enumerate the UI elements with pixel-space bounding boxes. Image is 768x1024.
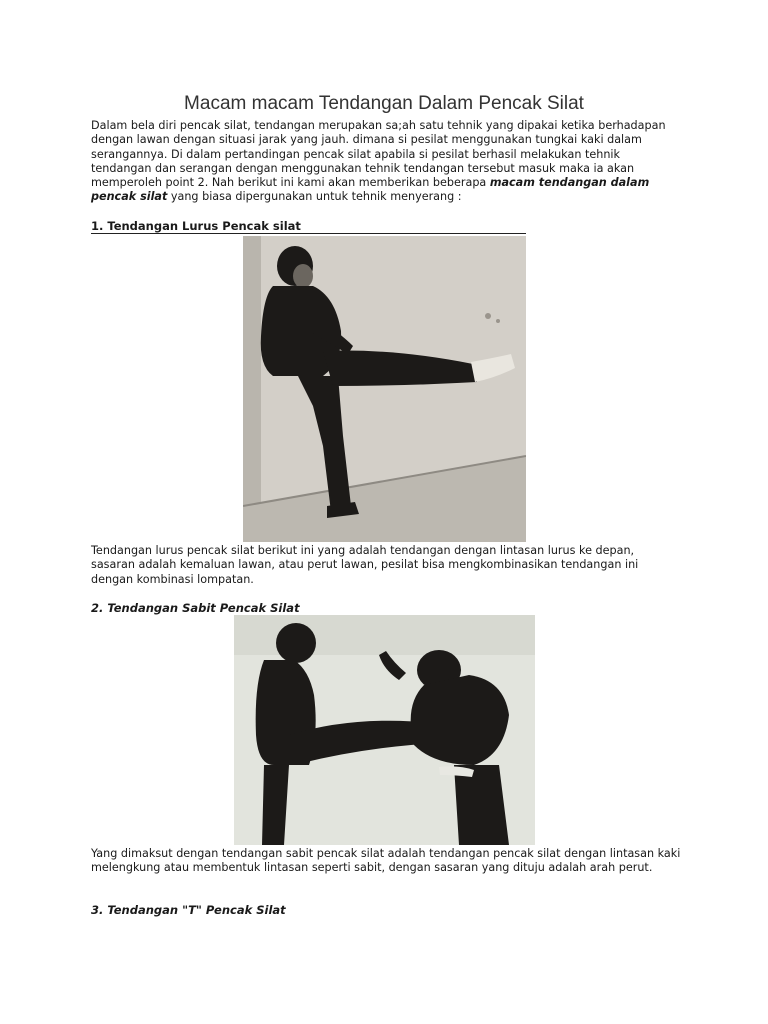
section-3-heading: 3. Tendangan "T" Pencak Silat <box>91 903 286 917</box>
section-2-heading: 2. Tendangan Sabit Pencak Silat <box>91 601 300 615</box>
section-1-rule <box>91 233 526 234</box>
section-2-description: Yang dimaksut dengan tendangan sabit pencak silat adalah tendangan pencak silat dengan lintasan kaki melengkung atau membentuk lintasan seperti sabit, dengan sasaran yang dituju adalah arah perut. <box>91 847 681 875</box>
straight-kick-photo <box>243 236 526 542</box>
section-1-description: Tendangan lurus pencak silat berikut ini yang adalah tendangan dengan lintasan lurus ke depan, sasaran adalah kemaluan lawan, atau perut lawan, pesilat bisa mengkombinasikan tendangan ini dengan kombinasi lompatan. <box>91 544 639 586</box>
section-1-heading: 1. Tendangan Lurus Pencak silat <box>91 219 301 233</box>
crescent-kick-photo <box>234 615 535 845</box>
intro-emphasis: macam tendangan dalam pencak silat <box>91 176 650 204</box>
intro-text-end: yang biasa dipergunakan untuk tehnik menyerang : <box>167 190 462 204</box>
intro-paragraph <box>91 119 681 205</box>
page-title: Macam macam Tendangan Dalam Pencak Silat <box>184 93 584 114</box>
intro-text: Dalam bela diri pencak silat, tendangan merupakan sa;ah satu tehnik yang dipakai ketika berhadapan dengan lawan dengan situasi jarak yang jauh. dimana si pesilat menggunakan tungkai kaki dalam serangannya. Di dalam pertandingan pencak silat apabila si pesilat berhasil melakukan tehnik tendangan dan serangan dengan menggunakan tehnik tendangan tersebut masuk maka ia akan memperoleh point 2. Nah berikut ini kami akan memberikan beberapa <box>91 119 666 190</box>
